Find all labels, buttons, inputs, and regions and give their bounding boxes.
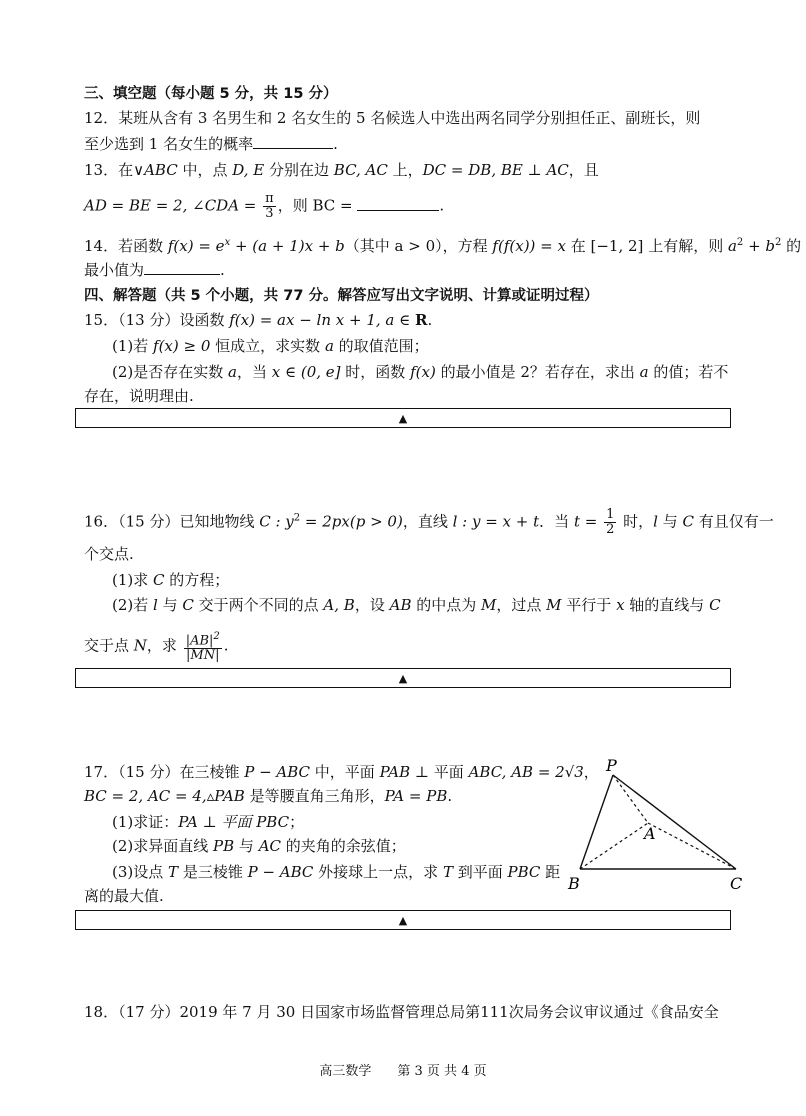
q14-t6: 在 xyxy=(565,237,591,255)
q16-t21: A, B xyxy=(323,596,355,614)
q15-t6: a xyxy=(324,337,334,355)
q16-mn: |MN| xyxy=(186,648,220,664)
q15-t13: f(x) xyxy=(410,363,436,381)
label-c: C xyxy=(730,874,743,893)
q13-t8: DC = DB, BE ⊥ AC xyxy=(422,161,569,179)
label-a: A xyxy=(644,824,656,843)
q16-t16: (2)若 xyxy=(112,596,154,614)
q17-t15: ； xyxy=(289,813,305,831)
q17-t12: . xyxy=(447,787,453,805)
q16-sup2: 2 xyxy=(293,512,301,524)
q17-part3-cont: 离的最大值. xyxy=(84,887,164,905)
q16-ratio-fraction xyxy=(184,630,222,663)
q12-answer-blank[interactable] xyxy=(253,134,333,149)
q14-t5: f(f(x)) = x xyxy=(492,237,566,255)
q14-t11: 的 xyxy=(781,237,802,255)
q16-line1 xyxy=(84,508,774,537)
q13-t10: AD = BE = 2, ∠CDA = xyxy=(84,196,262,215)
q15-part1 xyxy=(112,336,429,356)
q17-t10: 是等腰直角三角形， xyxy=(244,787,385,805)
q15-t9: a xyxy=(228,363,237,381)
q17-t25: 外接球上一点，求 xyxy=(313,863,443,881)
q14-sup-x: x xyxy=(224,237,231,248)
q16-frac-den: 2 xyxy=(606,522,615,537)
q14-t3: + (a + 1)x + b xyxy=(230,237,345,255)
q17-answer-box[interactable] xyxy=(75,910,731,930)
q14-t2: f(x) = e xyxy=(167,237,225,255)
q16-t12: 有且仅有一 xyxy=(693,512,774,531)
q13-answer-blank[interactable] xyxy=(357,196,439,211)
q13-t4: D, E xyxy=(232,161,265,179)
q17-t5: ⊥ 平面 xyxy=(410,763,469,781)
q16-t8: 时， xyxy=(618,512,654,531)
q16-fraction xyxy=(604,508,616,537)
label-b: B xyxy=(568,874,580,893)
q15-t12: 时，函数 xyxy=(340,363,411,381)
q17-t21: (3)设点 xyxy=(112,863,169,881)
q18-line1: 18．（17 分）2019 年 7 月 30 日国家市场监督管理总局第111次局务会议审议通过《食品安全 xyxy=(84,1003,719,1021)
q15-t16: 的值；若不 xyxy=(648,363,729,381)
q17-answer-marker: ▲ xyxy=(398,913,408,927)
q14-t4: （其中 a > 0），方程 xyxy=(344,237,493,255)
q17-t7: ， xyxy=(583,763,599,781)
q17-t1: 17．（15 分）在三棱锥 xyxy=(84,763,245,781)
q17-t6: ABC, AB = 2√3 xyxy=(468,763,584,781)
q16-frac-num: 1 xyxy=(606,507,615,522)
q15-t15: a xyxy=(639,363,649,381)
q14-t7: [−1, 2] xyxy=(590,237,644,255)
q16-part1 xyxy=(112,570,229,590)
q13-t11: ，则 BC = xyxy=(277,196,358,215)
q14-t12: 最小值为 xyxy=(84,261,145,279)
q16-part2 xyxy=(112,595,721,615)
q15-t5: 恒成立，求实数 xyxy=(210,337,325,355)
label-p: P xyxy=(606,756,617,775)
q17-t16: (2)求异面直线 xyxy=(112,837,214,855)
q16-t20: 交于两个不同的点 xyxy=(193,596,324,614)
edge-ac xyxy=(648,823,736,869)
q17-t17: PB xyxy=(213,837,235,855)
q17-t13: (1)求证： xyxy=(112,813,179,831)
q16-t23: AB xyxy=(389,596,412,614)
q16-t4: ，直线 xyxy=(402,512,453,531)
q17-t14: PA ⊥ 平面 PBC xyxy=(178,813,290,831)
q15-t4: f(x) ≥ 0 xyxy=(153,337,211,355)
q12-line1: 12．某班从含有 3 名男生和 2 名女生的 5 名候选人中选出两名同学分别担任正、副班长，则 xyxy=(84,109,701,127)
q14-sup-2a: 2 xyxy=(736,237,744,248)
q15-t8: (2)是否存在实数 xyxy=(112,363,229,381)
q13-fraction xyxy=(263,192,276,221)
q16-t27: M xyxy=(546,596,562,614)
q15-t3: (1)若 xyxy=(112,337,154,355)
q16-t29: x xyxy=(616,596,625,614)
q13-t9: ，且 xyxy=(568,161,599,179)
q13-t3: 中，点 xyxy=(177,161,233,179)
q15-part2 xyxy=(112,362,728,382)
q16-t18: 与 xyxy=(157,596,183,614)
page-footer: 高三数学 第 3 页 共 4 页 xyxy=(319,1064,487,1079)
q17-t8: BC = 2, AC = 4, xyxy=(84,787,207,805)
q14-t10: + b xyxy=(743,237,776,255)
q17-t24: P − ABC xyxy=(247,863,314,881)
q13-line1 xyxy=(84,160,599,180)
q14-line2: 最小值为 . xyxy=(84,261,225,279)
q15-t11: x ∈ (0, e] xyxy=(271,363,341,381)
q17-t28: PBC xyxy=(507,863,541,881)
q13-t1: 13．在∨ xyxy=(84,161,145,179)
q16-t2: C : y xyxy=(259,512,294,531)
q16-t24: 的中点为 xyxy=(411,596,482,614)
q17-part2 xyxy=(112,836,406,856)
q17-t23: 是三棱锥 xyxy=(178,863,248,881)
q16-t3: = 2px(p > 0) xyxy=(300,512,403,531)
q16-t15: 的方程； xyxy=(164,571,230,589)
edge-ba xyxy=(580,823,648,869)
q14-sup-2b: 2 xyxy=(775,237,782,248)
q15-real-set: R xyxy=(415,311,428,329)
q14-t1: 14．若函数 xyxy=(84,237,168,255)
q16-t22: ，设 xyxy=(354,596,390,614)
q16-t30: 轴的直线与 xyxy=(624,596,710,614)
q16-t10: 与 xyxy=(657,512,683,531)
q17-t18: 与 xyxy=(234,837,259,855)
q17-t3: 中，平面 xyxy=(310,763,380,781)
q16-t19: C xyxy=(182,596,194,614)
q15-answer-box[interactable] xyxy=(75,408,731,428)
q16-t1: 16．（15 分）已知地物线 xyxy=(84,512,260,531)
q14-t9: a xyxy=(727,237,737,255)
q14-line1 xyxy=(84,233,801,256)
q15-t14: 的最小值是 2？若存在，求出 xyxy=(435,363,640,381)
q17-line2 xyxy=(84,786,452,806)
q13-frac-den: 3 xyxy=(265,206,274,221)
q16-t28: 平行于 xyxy=(561,596,617,614)
q17-part3 xyxy=(112,862,560,882)
q16-t35: . xyxy=(223,636,229,655)
q13-frac-num: π xyxy=(265,191,274,206)
q16-t6: ．当 xyxy=(539,512,574,531)
q16-t7: t = xyxy=(573,512,603,531)
q15-line1: 15．（13 分）设函数 f(x) = ax − ln x + 1, a ∈ R. xyxy=(84,311,433,329)
q16-t17: l xyxy=(153,596,158,614)
q17-t27: 到平面 xyxy=(452,863,508,881)
q17-t26: T xyxy=(442,863,453,881)
q15-part2-cont: 存在，说明理由. xyxy=(84,387,194,405)
q13-t6: BC, AC xyxy=(333,161,388,179)
q17-t20: 的夹角的余弦值； xyxy=(281,837,406,855)
edge-pc xyxy=(613,775,736,869)
q13-t7: 上， xyxy=(387,161,423,179)
q16-t25: M xyxy=(481,596,497,614)
q16-line3 xyxy=(84,630,229,663)
q15-t1: 15．（13 分）设函数 xyxy=(84,311,230,329)
q15-t2: f(x) = ax − ln x + 1, a ∈ xyxy=(229,311,415,329)
q16-t9: l xyxy=(653,512,658,531)
pyramid-figure xyxy=(566,755,752,895)
q16-t26: ，过点 xyxy=(496,596,547,614)
q17-t9: ▵PAB xyxy=(206,787,245,805)
q16-t14: C xyxy=(153,571,165,589)
q17-t22: T xyxy=(168,863,179,881)
q16-t32: 交于点 xyxy=(84,636,134,655)
q16-answer-marker: ▲ xyxy=(398,671,408,685)
q16-ab: |AB| xyxy=(185,633,214,649)
q16-answer-box[interactable] xyxy=(75,668,731,688)
q16-t34: ，求 xyxy=(146,636,182,655)
q17-line1 xyxy=(84,762,599,782)
q17-t11: PA = PB xyxy=(384,787,448,805)
q16-t11: C xyxy=(682,512,694,531)
q17-t4: PAB xyxy=(379,763,411,781)
q17-part1 xyxy=(112,812,304,832)
q17-t2: P − ABC xyxy=(244,763,311,781)
q15-t10: ，当 xyxy=(236,363,272,381)
section3-heading: 三、填空题（每小题 5 分，共 15 分） xyxy=(84,86,338,102)
q17-t19: AC xyxy=(258,837,282,855)
q12-line2: 至少选到 1 名女生的概率 . xyxy=(84,135,338,153)
q15-answer-marker: ▲ xyxy=(398,411,408,425)
section4-heading: 四、解答题（共 5 个小题，共 77 分。解答应写出文字说明、计算或证明过程） xyxy=(84,288,599,304)
q16-t31: C xyxy=(709,596,721,614)
q15-t7: 的取值范围； xyxy=(333,337,429,355)
q14-answer-blank[interactable] xyxy=(144,260,220,275)
q16-t33: N xyxy=(133,636,147,655)
q16-t13: (1)求 xyxy=(112,571,154,589)
q16-ab-sup: 2 xyxy=(213,631,220,642)
q13-line2: AD = BE = 2, ∠CDA = $\frac{\pi}{3}$ ，则 BC = . xyxy=(84,191,445,221)
edge-pa xyxy=(613,775,648,823)
q16-line2: 个交点. xyxy=(84,545,134,563)
q13-t2: ABC xyxy=(144,161,178,179)
q13-t5: 分别在边 xyxy=(264,161,334,179)
edge-pb xyxy=(580,775,613,869)
q16-t5: l : y = x + t xyxy=(452,512,540,531)
q12-text: 至少选到 1 名女生的概率 xyxy=(84,135,254,153)
q17-t29: 距 xyxy=(540,863,561,881)
q14-t8: 上有解，则 xyxy=(643,237,728,255)
